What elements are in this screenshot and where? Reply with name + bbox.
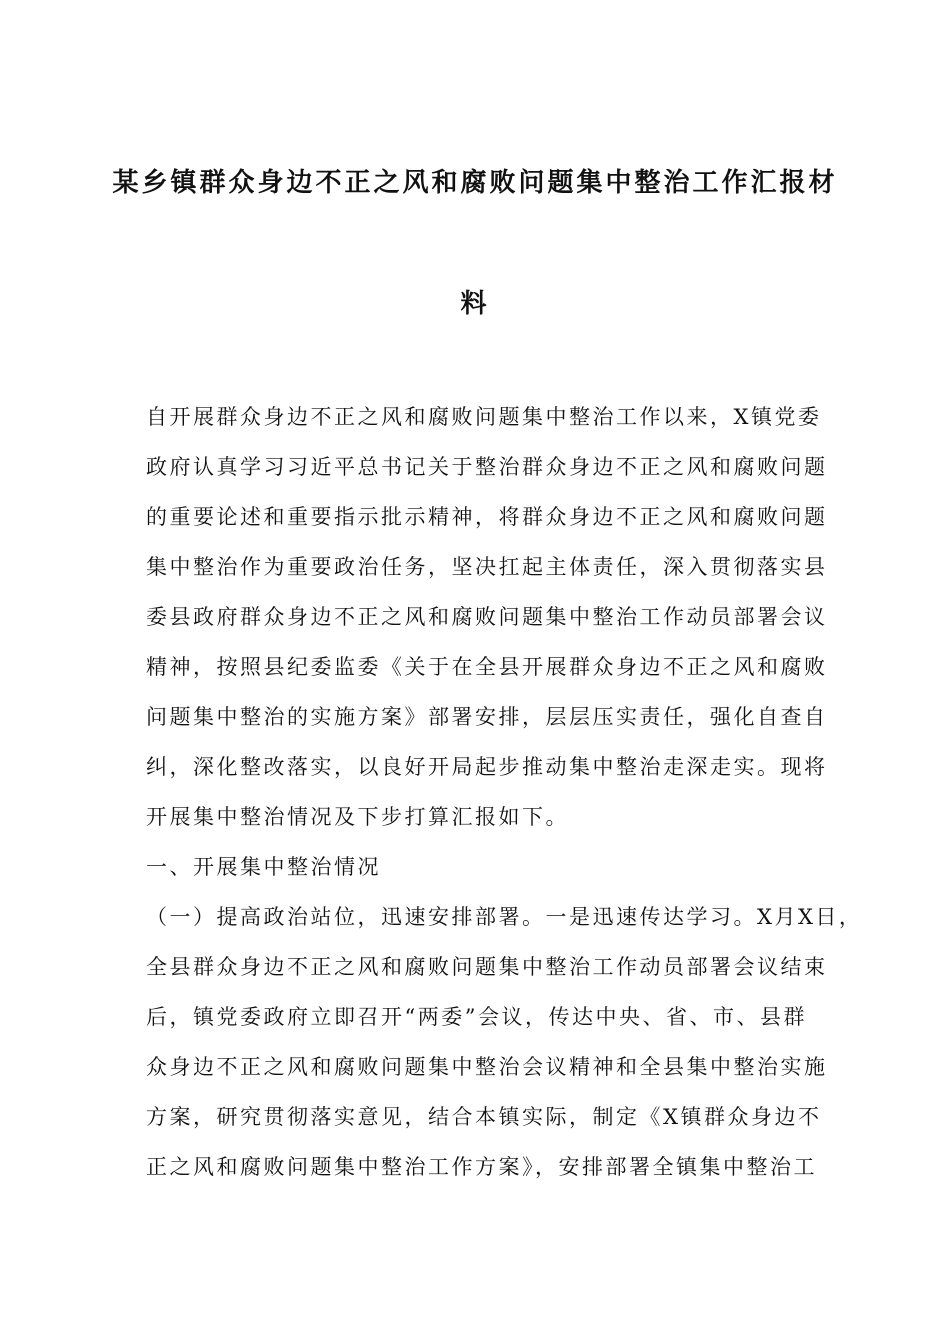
body-line: 全县群众身边不正之风和腐败问题集中整治工作动员部署会议结束 [146, 955, 828, 979]
body-line: 政府认真学习习近平总书记关于整治群众身边不正之风和腐败问题 [146, 455, 828, 479]
body-line: 委县政府群众身边不正之风和腐败问题集中整治工作动员部署会议 [146, 605, 828, 629]
body-line: 精神，按照县纪委监委《关于在全县开展群众身边不正之风和腐败 [146, 655, 828, 679]
body-line: 开展集中整治情况及下步打算汇报如下。 [146, 805, 569, 829]
body-line: 众身边不正之风和腐败问题集中整治会议精神和全县集中整治实施 [146, 1055, 828, 1079]
body-line: 集中整治作为重要政治任务，坚决扛起主体责任，深入贯彻落实县 [146, 555, 828, 579]
body-line: 自开展群众身边不正之风和腐败问题集中整治工作以来，X镇党委 [146, 405, 822, 429]
body-line: 后，镇党委政府立即召开“两委”会议，传达中央、省、市、县群 [146, 1005, 807, 1029]
body-line: 问题集中整治的实施方案》部署安排，层层压实责任，强化自查自 [146, 705, 828, 729]
body-line: （一）提高政治站位，迅速安排部署。一是迅速传达学习。X月X日， [146, 905, 863, 929]
body-line: 纠，深化整改落实，以良好开局起步推动集中整治走深走实。现将 [146, 755, 828, 779]
body-line: 的重要论述和重要指示批示精神，将群众身边不正之风和腐败问题 [146, 505, 828, 529]
document-title-line-1: 某乡镇群众身边不正之风和腐败问题集中整治工作汇报材 [112, 168, 838, 198]
body-line: 正之风和腐败问题集中整治工作方案》，安排部署全镇集中整治工 [146, 1155, 817, 1179]
section-heading: 一、开展集中整治情况 [146, 855, 381, 879]
document-title-line-2: 料 [460, 289, 490, 319]
document-body [146, 392, 863, 1192]
body-line: 方案，研究贯彻落实意见，结合本镇实际，制定《X镇群众身边不 [146, 1105, 822, 1129]
